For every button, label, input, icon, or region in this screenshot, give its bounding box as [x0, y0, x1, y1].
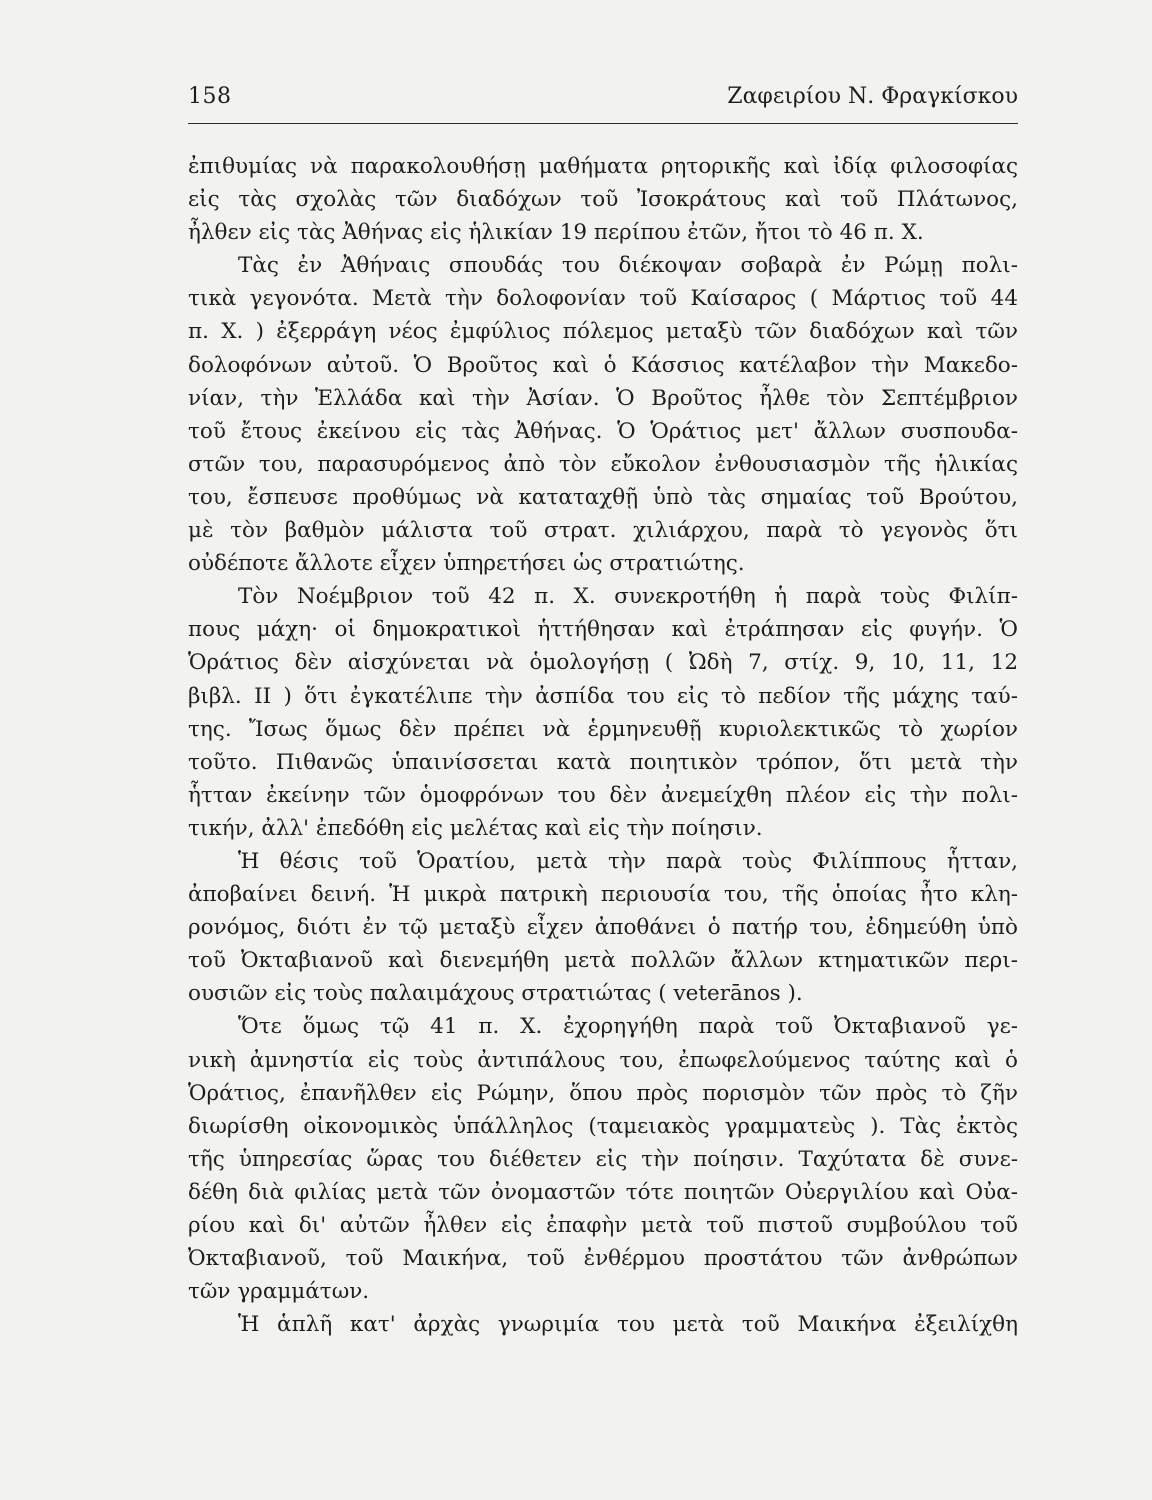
text-line: τικὰ γεγονότα. Μετὰ τὴν δολοφονίαν τοῦ Καίσαρος ( Μάρτιος τοῦ 44: [188, 286, 1018, 312]
text-line: τῆς ὑπηρεσίας ὥρας του διέθετεν εἰς τὴν ποίησιν. Ταχύτατα δὲ συνε-: [188, 1146, 1018, 1172]
text-line: ἧτταν ἐκείνην τῶν ὁμοφρόνων του δὲν ἀνεμείχθη πλέον εἰς τὴν πολι-: [188, 782, 1018, 808]
text-line: τοῦ Ὀκταβιανοῦ καὶ διενεμήθη μετὰ πολλῶν ἄλλων κτηματικῶν περι-: [188, 948, 1018, 974]
text-line: στῶν του, παρασυρόμενος ἀπὸ τὸν εὔκολον ἐνθουσιασμὸν τῆς ἡλικίας: [188, 451, 1018, 477]
text-line: Ὁράτιος, ἐπανῆλθεν εἰς Ρώμην, ὅπου πρὸς πορισμὸν τῶν πρὸς τὸ ζῆν: [188, 1080, 1018, 1106]
text-line: Ὅτε ὅμως τῷ 41 π. Χ. ἐχορηγήθη παρὰ τοῦ Ὀκταβιανοῦ γε-: [238, 1014, 1018, 1040]
text-line: Ἡ θέσις τοῦ Ὁρατίου, μετὰ τὴν παρὰ τοὺς Φιλίππους ἧτταν,: [238, 848, 1018, 874]
body-text: [188, 150, 1018, 1341]
text-line: Τὸν Νοέμβριον τοῦ 42 π. Χ. συνεκροτήθη ἡ παρὰ τοὺς Φιλίπ-: [238, 584, 1018, 610]
text-line: τικήν, ἀλλ' ἐπεδόθη εἰς μελέτας καὶ εἰς τὴν ποίησιν.: [188, 815, 763, 841]
text-line: τοῦ ἔτους ἐκείνου εἰς τὰς Ἀθήνας. Ὁ Ὁράτιος μετ' ἄλλων συσπουδα-: [188, 418, 1018, 444]
text-line: δέθη διὰ φιλίας μετὰ τῶν ὀνομαστῶν τότε ποιητῶν Οὐεργιλίου καὶ Οὐα-: [188, 1179, 1018, 1205]
text-line: ἀποβαίνει δεινή. Ἡ μικρὰ πατρικὴ περιουσία του, τῆς ὁποίας ἦτο κλη-: [188, 882, 1018, 908]
text-line: ουσιῶν εἰς τοὺς παλαιμάχους στρατιώτας ( veterānos ).: [188, 981, 803, 1007]
text-line: ρίου καὶ δι' αὐτῶν ἦλθεν εἰς ἐπαφὴν μετὰ τοῦ πιστοῦ συμβούλου τοῦ: [188, 1213, 1018, 1238]
text-line: νικὴ ἀμνηστία εἰς τοὺς ἀντιπάλους του, ἐπωφελούμενος ταύτης καὶ ὁ: [188, 1047, 1018, 1073]
page-header: [188, 84, 1018, 118]
text-line: Ὁράτιος δὲν αἰσχύνεται νὰ ὁμολογήσῃ ( Ὠδὴ 7, στίχ. 9, 10, 11, 12: [188, 650, 1018, 676]
text-line: διωρίσθη οἰκονομικὸς ὑπάλληλος (ταμειακὸς γραμματεὺς ). Τὰς ἐκτὸς: [188, 1113, 1018, 1139]
text-line: ρονόμος, διότι ἐν τῷ μεταξὺ εἶχεν ἀποθάνει ὁ πατήρ του, ἐδημεύθη ὑπὸ: [188, 915, 1018, 941]
text-line: Ἡ ἁπλῆ κατ' ἀρχὰς γνωριμία του μετὰ τοῦ Μαικήνα ἐξειλίχθη: [238, 1312, 1018, 1338]
text-line: πους μάχη· οἱ δημοκρατικοὶ ἡττήθησαν καὶ ἐτράπησαν εἰς φυγήν. Ὁ: [188, 617, 1018, 643]
text-line: Τὰς ἐν Ἀθήναις σπουδάς του διέκοψαν σοβαρὰ ἐν Ρώμῃ πολι-: [238, 253, 1018, 279]
text-line: π. Χ. ) ἐξερράγη νέος ἐμφύλιος πόλεμος μεταξὺ τῶν διαδόχων καὶ τῶν: [188, 319, 1018, 345]
text-line: τοῦτο. Πιθανῶς ὑπαινίσσεται κατὰ ποιητικὸν τρόπον, ὅτι μετὰ τὴν: [188, 749, 1018, 775]
page-number: 158: [188, 84, 232, 109]
header-rule: [188, 123, 1018, 124]
text-line: ἐπιθυμίας νὰ παρακολουθήσῃ μαθήματα ρητορικῆς καὶ ἰδίᾳ φιλοσοφίας: [188, 154, 1018, 179]
text-line: δολοφόνων αὐτοῦ. Ὁ Βροῦτος καὶ ὁ Κάσσιος κατέλαβον τὴν Μακεδο-: [188, 352, 1018, 378]
running-head-author: Ζαφειρίου Ν. Φραγκίσκου: [727, 84, 1018, 109]
text-line: ἦλθεν εἰς τὰς Ἀθήνας εἰς ἡλικίαν 19 περίπου ἐτῶν, ἤτοι τὸ 46 π. Χ.: [188, 220, 924, 246]
text-line: οὐδέποτε ἄλλοτε εἶχεν ὑπηρετήσει ὡς στρατιώτης.: [188, 551, 745, 577]
text-line: Ὀκταβιανοῦ, τοῦ Μαικήνα, τοῦ ἐνθέρμου προστάτου τῶν ἀνθρώπων: [188, 1246, 1018, 1272]
text-line: βιβλ. II ) ὅτι ἐγκατέλιπε τὴν ἀσπίδα του εἰς τὸ πεδίον τῆς μάχης ταύ-: [188, 683, 1018, 709]
text-line: του, ἔσπευσε προθύμως νὰ καταταχθῇ ὑπὸ τὰς σημαίας τοῦ Βρούτου,: [188, 484, 1018, 510]
text-line: τῶν γραμμάτων.: [188, 1279, 370, 1305]
text-line: εἰς τὰς σχολὰς τῶν διαδόχων τοῦ Ἰσοκράτους καὶ τοῦ Πλάτωνος,: [188, 187, 1018, 213]
text-line: της. Ἴσως ὅμως δὲν πρέπει νὰ ἑρμηνευθῇ κυριολεκτικῶς τὸ χωρίον: [188, 716, 1018, 742]
text-line: νίαν, τὴν Ἑλλάδα καὶ τὴν Ἀσίαν. Ὁ Βροῦτος ἦλθε τὸν Σεπτέμβριον: [188, 385, 1018, 411]
text-line: μὲ τὸν βαθμὸν μάλιστα τοῦ στρατ. χιλιάρχου, παρὰ τὸ γεγονὸς ὅτι: [188, 518, 1018, 544]
